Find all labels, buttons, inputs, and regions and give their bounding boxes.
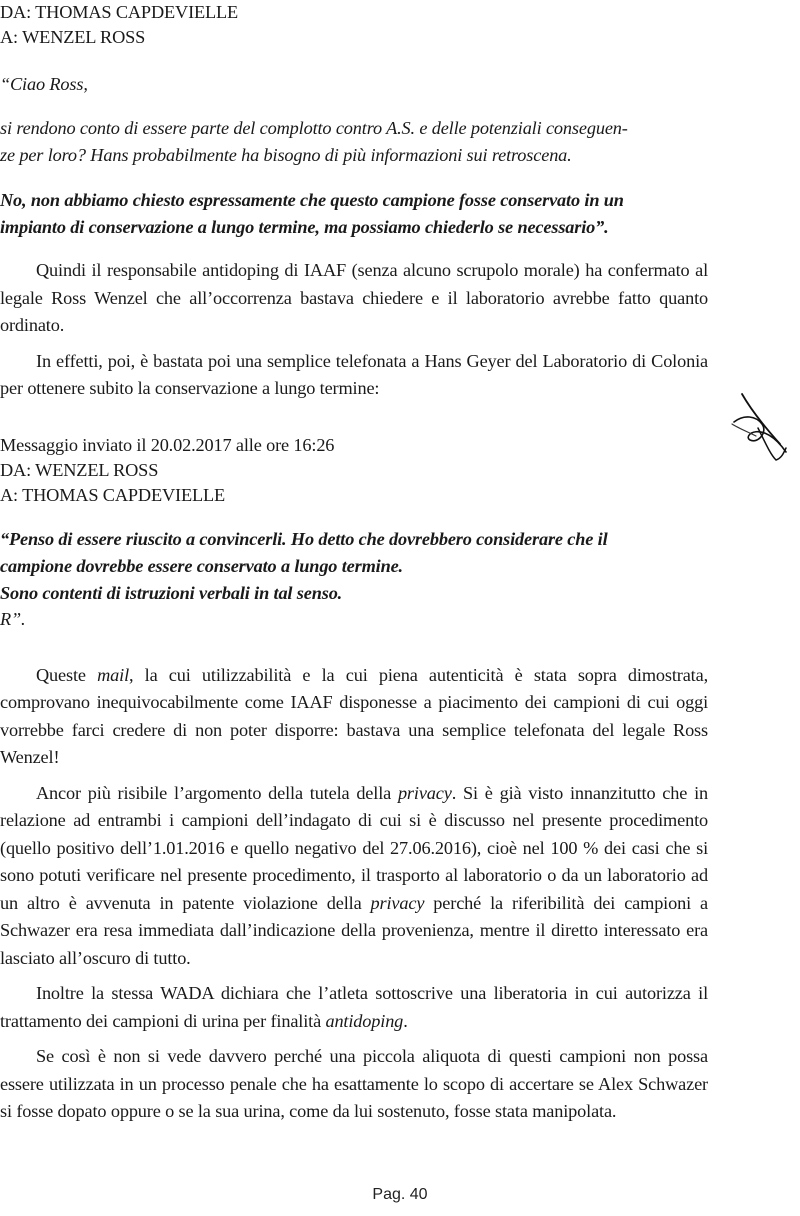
email1-body bbox=[0, 115, 708, 169]
email1-body-line: ze per loro? Hans probabilmente ha bisogno di più informazioni sui retroscena. bbox=[0, 145, 572, 165]
email2-signoff: R”. bbox=[0, 608, 26, 629]
signature-mark-icon bbox=[728, 388, 790, 464]
paragraph-iaaf-confirmation bbox=[0, 257, 708, 340]
paragraph-text: perché la riferibilità dei campioni a Schwazer era resa immediata dall’indicazione della provenienza, mentre il diretto interessato era lasciato all’oscuro di tutto. bbox=[0, 892, 708, 968]
paragraph-wada-release bbox=[0, 980, 708, 1035]
paragraph-text: . Si è già visto innanzitutto che in relazione ad entrambi i campioni dell’indagato di cui si è discusso nel presente procedimento (quello positivo dell’1.01.2016 e quello negativo del 27.06.2016), cioè nel 100 % dei casi che si sono potuti verificare nel presente procedimento, il trasporto al laboratorio o da un laboratorio ad un altro è avvenuta in patente violazione della bbox=[0, 782, 708, 913]
paragraph-italic-term: privacy bbox=[370, 892, 425, 913]
paragraph-conclusion bbox=[0, 1043, 708, 1126]
paragraph-italic-term: privacy bbox=[397, 782, 452, 803]
paragraph-phone-call bbox=[0, 348, 708, 403]
email2-bold-quote bbox=[0, 526, 708, 607]
paragraph-privacy bbox=[0, 780, 708, 973]
paragraph-text: . bbox=[403, 1010, 408, 1031]
paragraph-text: Queste bbox=[36, 664, 98, 685]
paragraph-mail-authenticity bbox=[0, 662, 708, 772]
email1-to: A: WENZEL ROSS bbox=[0, 27, 146, 47]
email2-to: A: THOMAS CAPDEVIELLE bbox=[0, 484, 226, 505]
paragraph-italic-term: mail bbox=[97, 664, 130, 685]
email1-body-line: si rendono conto di essere parte del complotto contro A.S. e delle potenziali conseguen- bbox=[0, 118, 628, 138]
page-number: Pag. 40 bbox=[372, 1185, 428, 1203]
email2-sent-timestamp: Messaggio inviato il 20.02.2017 alle ore 16:26 bbox=[0, 434, 335, 455]
email1-bold-quote bbox=[0, 187, 708, 241]
paragraph-text: Quindi il responsabile antidoping di IAAF (senza alcuno scrupolo morale) ha confermato al legale Ross Wenzel che all’occorrenza bastava chiedere e il laboratorio avrebbe fatto quanto ordinato. bbox=[0, 260, 708, 335]
email2-bold-line: Sono contenti di istruzioni verbali in tal senso. bbox=[0, 582, 343, 603]
paragraph-text: , la cui utilizzabilità e la cui piena autenticità è stata sopra dimostrata, comprovano inequivocabilmente come IAAF disponesse a piacimento dei campioni di cui oggi vorrebbe farci credere di non poter disporre: bastava una semplice telefonata del legale Ross Wenzel! bbox=[0, 664, 708, 767]
paragraph-text: In effetti, poi, è bastata poi una semplice telefonata a Hans Geyer del Laboratorio di Colonia per ottenere subito la conservazione a lungo termine: bbox=[0, 350, 708, 398]
paragraph-text: Se così è non si vede davvero perché una piccola aliquota di questi campioni non possa essere utilizzata in un processo penale che ha esattamente lo scopo di accertare se Alex Schwazer si fosse dopato oppure o se la sua urina, come da lui sostenuto, fosse stata manipolata. bbox=[0, 1046, 708, 1121]
paragraph-text: Inoltre la stessa WADA dichiara che l’atleta sottoscrive una liberatoria in cui autorizza il trattamento dei campioni di urina per finalità bbox=[0, 983, 708, 1031]
email1-greeting: “Ciao Ross, bbox=[0, 74, 88, 94]
email2-from: DA: WENZEL ROSS bbox=[0, 459, 159, 480]
email2-bold-line: “Penso di essere riuscito a convincerli. Ho detto che dovrebbero considerare che il bbox=[0, 528, 608, 549]
email2-bold-line: campione dovrebbe essere conservato a lungo termine. bbox=[0, 555, 403, 576]
email1-bold-line: No, non abbiamo chiesto espressamente che questo campione fosse conservato in un bbox=[0, 190, 624, 210]
paragraph-text: Ancor più risibile l’argomento della tutela della bbox=[36, 782, 398, 803]
email1-bold-line: impianto di conservazione a lungo termine, ma possiamo chiederlo se necessario”. bbox=[0, 217, 609, 237]
paragraph-italic-term: antidoping bbox=[325, 1010, 404, 1031]
email1-from: DA: THOMAS CAPDEVIELLE bbox=[0, 2, 239, 22]
